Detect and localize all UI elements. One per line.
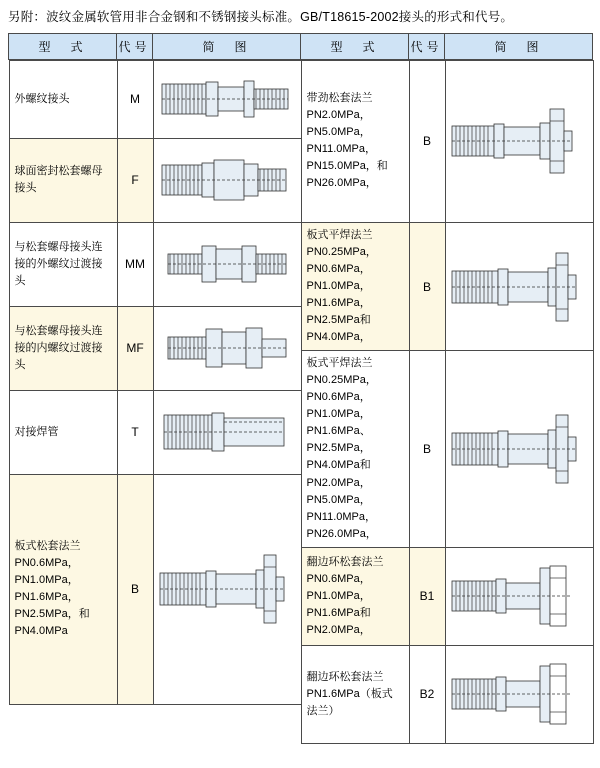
right-type-cell: 板式平焊法兰 PN0.25MPa，PN0.6MPa，PN1.0MPa，PN1.6MPa，PN2.5MPa和PN4.0MPa， — [301, 222, 409, 350]
table-content-row — [9, 59, 593, 743]
fittings-table — [8, 33, 593, 744]
left-figure-cell — [153, 390, 301, 474]
header-type-right: 型 式 — [301, 33, 409, 59]
left-figure-cell — [153, 60, 301, 138]
table-row — [9, 306, 301, 390]
left-figure-cell — [153, 306, 301, 390]
header-code-left: 代号 — [117, 33, 153, 59]
right-code-cell: B — [409, 351, 445, 548]
butt-weld-pipe-diagram — [154, 393, 301, 471]
ribbed-loose-flange-diagram — [446, 63, 593, 219]
left-figure-cell — [153, 138, 301, 222]
female-thread-transition-diagram — [154, 309, 301, 387]
right-type-cell: 带劲松套法兰 PN2.0MPa，PN5.0MPa，PN11.0MPa，PN15.0MPa，和PN26.0MPa， — [301, 60, 409, 222]
right-type-cell: 板式平焊法兰 PN0.25MPa，PN0.6MPa，PN1.0MPa，PN1.6MPa、PN2.5MPa，PN4.0MPa和PN2.0MPa，PN5.0MPa，PN11.0MPa，PN26.0MPa， — [301, 351, 409, 548]
right-code-cell: B — [409, 60, 445, 222]
left-type-cell: 与松套螺母接头连接的外螺纹过渡接头 — [9, 222, 117, 306]
lap-joint-flange-diagram — [446, 550, 593, 642]
right-column — [301, 59, 593, 743]
right-figure-cell — [445, 222, 593, 350]
right-figure-cell — [445, 351, 593, 548]
left-type-cell: 球面密封松套螺母接头 — [9, 138, 117, 222]
header-figure-left: 简 图 — [153, 33, 301, 59]
right-type-cell: 翻边环松套法兰 PN0.6MPa，PN1.0MPa，PN1.6MPa和PN2.0MPa， — [301, 547, 409, 645]
table-row — [9, 390, 301, 474]
left-type-cell: 对接焊管 — [9, 390, 117, 474]
table-row — [9, 138, 301, 222]
table-row — [9, 60, 301, 138]
left-type-cell: 板式松套法兰 PN0.6MPa，PN1.0MPa，PN1.6MPa，PN2.5MPa，和PN4.0MPa — [9, 474, 117, 704]
left-type-cell: 外螺纹接头 — [9, 60, 117, 138]
header-figure-right: 简 图 — [445, 33, 593, 59]
table-row — [9, 474, 301, 704]
right-figure-cell — [445, 547, 593, 645]
table-header-row — [9, 33, 593, 59]
left-column — [9, 59, 301, 743]
left-figure-cell — [153, 474, 301, 704]
table-body — [9, 59, 593, 743]
left-code-cell: MM — [117, 222, 153, 306]
header-type-left: 型 式 — [9, 33, 117, 59]
right-code-cell: B1 — [409, 547, 445, 645]
table-row — [301, 351, 593, 548]
plate-welding-flange-2-diagram — [446, 396, 593, 502]
table-row — [301, 547, 593, 645]
right-code-cell: B2 — [409, 645, 445, 743]
table-row — [301, 222, 593, 350]
left-code-cell: M — [117, 60, 153, 138]
right-type-cell: 翻边环松套法兰 PN1.6MPa（板式法兰） — [301, 645, 409, 743]
header-code-right: 代号 — [409, 33, 445, 59]
page-title: 另附：波纹金属软管用非合金钢和不锈钢接头标准。GB/T18615-2002接头的形式和代号。 — [8, 10, 514, 24]
left-code-cell: T — [117, 390, 153, 474]
lap-joint-flange-2-diagram — [446, 648, 593, 740]
left-code-cell: F — [117, 138, 153, 222]
right-code-cell: B — [409, 222, 445, 350]
left-code-cell: B — [117, 474, 153, 704]
left-figure-cell — [153, 222, 301, 306]
table-row — [9, 222, 301, 306]
table-row — [301, 645, 593, 743]
right-figure-cell — [445, 645, 593, 743]
spherical-seal-union-nut-diagram — [154, 141, 301, 219]
male-thread-transition-diagram — [154, 225, 301, 303]
left-type-cell: 与松套螺母接头连接的内螺纹过渡接头 — [9, 306, 117, 390]
plate-welding-flange-diagram — [446, 244, 593, 330]
table-row — [301, 60, 593, 222]
left-code-cell: MF — [117, 306, 153, 390]
threaded-male-connector-diagram — [154, 63, 301, 135]
plate-loose-flange-diagram — [154, 477, 301, 701]
right-figure-cell — [445, 60, 593, 222]
